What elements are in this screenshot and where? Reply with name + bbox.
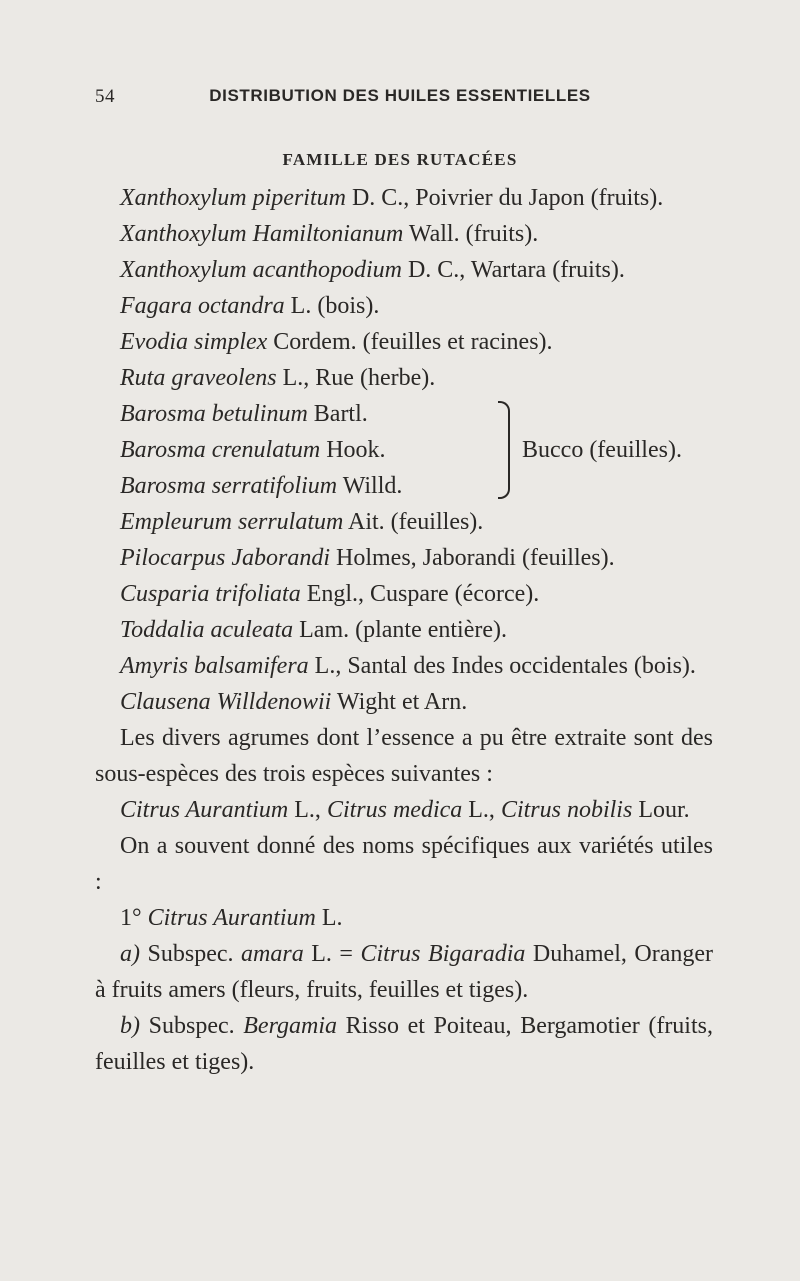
barosma-line: Barosma betulinum Bartl.: [120, 401, 368, 427]
entry: Empleurum serrulatum Ait. (feuilles).: [120, 509, 484, 535]
entry: Clausena Willdenowii Wight et Arn.: [120, 689, 468, 715]
entry: Ruta graveolens L., Rue (herbe).: [120, 365, 436, 391]
grouping-brace: [498, 401, 510, 499]
entry: Amyris balsamifera L., Santal des Indes occidentales (bois).: [120, 653, 696, 679]
barosma-group: [95, 396, 713, 504]
entry: Toddalia aculeata Lam. (plante entière).: [120, 617, 508, 643]
section-title: FAMILLE DES RUTACÉES: [282, 150, 518, 169]
citrus-species: Citrus Aurantium L., Citrus medica L., Citrus nobilis Lour.: [120, 797, 690, 823]
page-number: 54: [95, 86, 115, 107]
barosma-names: [95, 396, 490, 504]
variety-item: 1° Citrus Aurantium L.: [120, 905, 343, 931]
entry: Xanthoxylum acanthopodium D. C., Wartara (fruits).: [120, 257, 625, 283]
entry: Xanthoxylum Hamiltonianum Wall. (fruits).: [120, 221, 539, 247]
citrus-intro: Les divers agrumes dont l’essence a pu être extraite sont des sous-espèces des trois espèces suivantes :: [95, 725, 713, 787]
entry: Fagara octandra L. (bois).: [120, 293, 380, 319]
barosma-common-name: Bucco (feuilles).: [522, 437, 682, 463]
variety-item: a) Subspec. amara L. = Citrus Bigaradia Duhamel, Oranger à fruits amers (fleurs, fruits, feuilles et tiges).: [95, 941, 714, 1003]
barosma-line: Barosma crenulatum Hook.: [120, 437, 386, 463]
variety-item: b) Subspec. Bergamia Risso et Poiteau, Bergamotier (fruits, feuilles et tiges).: [95, 1013, 713, 1075]
entry: Cusparia trifoliata Engl., Cuspare (écorce).: [120, 581, 540, 607]
running-title: DISTRIBUTION DES HUILES ESSENTIELLES: [209, 86, 591, 105]
body-text: [95, 180, 713, 1080]
barosma-line: Barosma serratifolium Willd.: [120, 473, 403, 499]
varieties-intro: On a souvent donné des noms spécifiques aux variétés utiles :: [95, 833, 713, 895]
entry: Xanthoxylum piperitum D. C., Poivrier du Japon (fruits).: [120, 185, 664, 211]
entry: Evodia simplex Cordem. (feuilles et racines).: [120, 329, 553, 355]
entry: Pilocarpus Jaborandi Holmes, Jaborandi (feuilles).: [120, 545, 615, 571]
